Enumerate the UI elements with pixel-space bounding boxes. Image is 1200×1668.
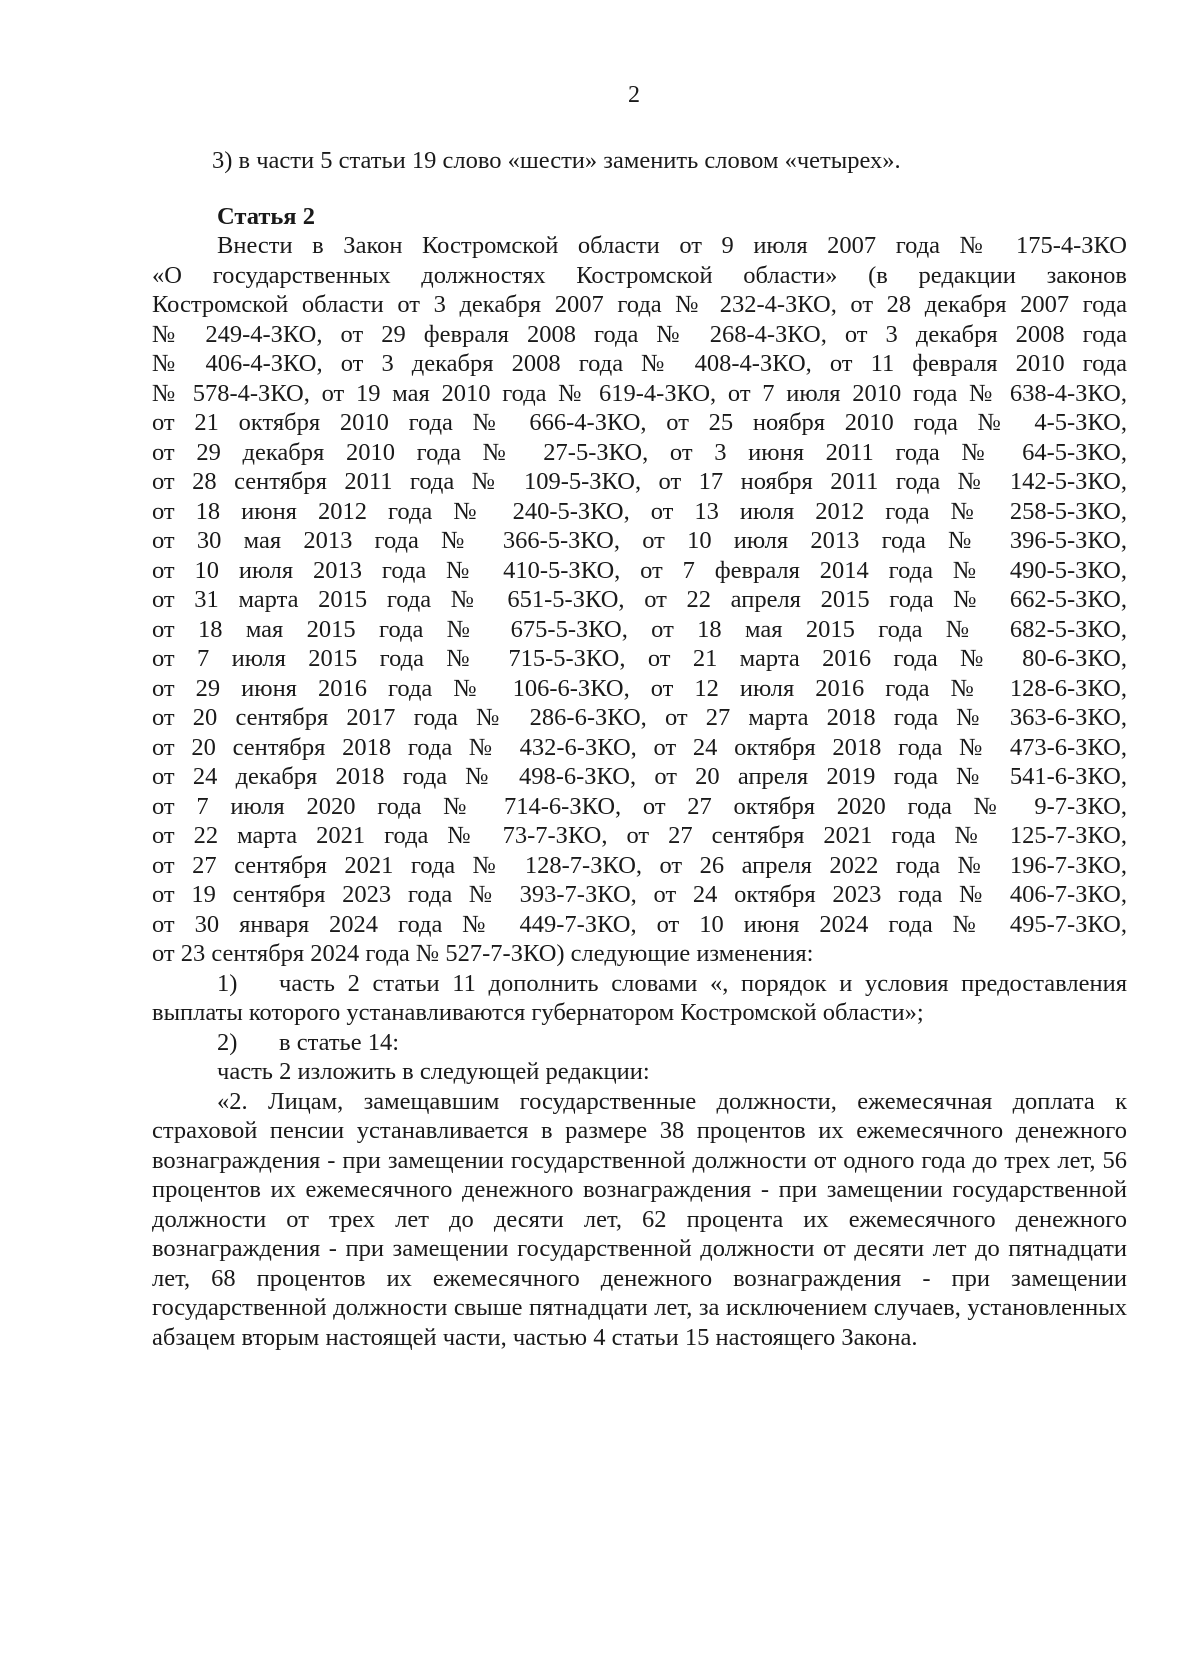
item-text: часть 2 статьи 11 дополнить словами «, порядок и условия предоставления выплаты которого устанавливаются губернатором Костромской области»; — [152, 969, 1127, 1026]
article-line: от 28 сентября 2011 года № 109-5-ЗКО, от 17 ноября 2011 года № 142-5-ЗКО, — [152, 468, 1127, 495]
article-heading: Статья 2 — [217, 202, 315, 230]
article-line: № 578-4-ЗКО, от 19 мая 2010 года № 619-4-ЗКО, от 7 июля 2010 года № 638-4-ЗКО, — [152, 379, 1127, 407]
article-line: от 18 июня 2012 года № 240-5-ЗКО, от 13 июля 2012 года № 258-5-ЗКО, — [152, 497, 1127, 525]
article-line: от 21 октября 2010 года № 666-4-ЗКО, от 25 ноября 2010 года № 4-5-ЗКО, — [152, 409, 1127, 436]
article-line: от 18 мая 2015 года № 675-5-ЗКО, от 18 мая 2015 года № 682-5-ЗКО, — [152, 615, 1127, 643]
article-line: от 20 сентября 2017 года № 286-6-ЗКО, от 27 марта 2018 года № 363-6-ЗКО, — [152, 704, 1127, 731]
article-line: от 22 марта 2021 года № 73-7-ЗКО, от 27 сентября 2021 года № 125-7-ЗКО, — [152, 822, 1127, 849]
article-line: от 20 сентября 2018 года № 432-6-ЗКО, от 24 октября 2018 года № 473-6-ЗКО, — [152, 733, 1127, 761]
article-line: «О государственных должностях Костромской области» (в редакции законов — [152, 261, 1127, 289]
amendment-item-2 — [152, 1028, 1127, 1058]
article-line: Костромской области от 3 декабря 2007 года № 232-4-ЗКО, от 28 декабря 2007 года — [152, 291, 1127, 318]
article-line: от 19 сентября 2023 года № 393-7-ЗКО, от 24 октября 2023 года № 406-7-ЗКО, — [152, 881, 1127, 908]
part-2-intro: часть 2 изложить в следующей редакции: — [217, 1058, 650, 1085]
article-intro-paragraph — [152, 231, 1127, 969]
article-line: от 10 июля 2013 года № 410-5-ЗКО, от 7 февраля 2014 года № 490-5-ЗКО, — [152, 556, 1127, 584]
article-line: от 29 декабря 2010 года № 27-5-ЗКО, от 3 июня 2011 года № 64-5-ЗКО, — [152, 438, 1127, 466]
article-line: от 7 июля 2015 года № 715-5-ЗКО, от 21 марта 2016 года № 80-6-ЗКО, — [152, 645, 1127, 672]
article-line: Внести в Закон Костромской области от 9 июля 2007 года № 175-4-ЗКО — [217, 232, 1127, 259]
article-line: от 29 июня 2016 года № 106-6-ЗКО, от 12 июля 2016 года № 128-6-ЗКО, — [152, 674, 1127, 702]
article-line: от 23 сентября 2024 года № 527-7-ЗКО) следующие изменения: — [152, 940, 814, 967]
article-line: № 406-4-ЗКО, от 3 декабря 2008 года № 408-4-ЗКО, от 11 февраля 2010 года — [152, 350, 1127, 377]
document-body — [152, 146, 1127, 1352]
item-number: 1) — [217, 969, 238, 997]
part-2-quote: «2. Лицам, замещавшим государственные должности, ежемесячная доплата к страховой пенсии устанавливается в размере 38 процентов их ежемесячного денежного вознаграждения - при замещении государственной должности от одного года до трех лет, 56 процентов их ежемесячного денежного вознаграждения - при замещении государственной должности от трех лет до десяти лет, 62 процента их ежемесячного денежного вознаграждения - при замещении государственной должности от десяти лет до пятнадцати лет, 68 процентов их ежемесячного денежного вознаграждения - при замещении государственной должности свыше пятнадцати лет, за исключением случаев, установленных абзацем вторым настоящей части, частью 4 статьи 15 настоящего Закона. — [152, 1087, 1127, 1351]
amendment-item-1 — [152, 969, 1127, 1028]
article-line: от 24 декабря 2018 года № 498-6-ЗКО, от 20 апреля 2019 года № 541-6-ЗКО, — [152, 763, 1127, 790]
item-number: 2) — [217, 1028, 238, 1056]
article-line: от 30 января 2024 года № 449-7-ЗКО, от 10 июня 2024 года № 495-7-ЗКО, — [152, 910, 1127, 938]
article-line: от 30 мая 2013 года № 366-5-ЗКО, от 10 июля 2013 года № 396-5-ЗКО, — [152, 527, 1127, 554]
page-number: 2 — [628, 82, 640, 108]
article-line: № 249-4-ЗКО, от 29 февраля 2008 года № 268-4-ЗКО, от 3 декабря 2008 года — [152, 320, 1127, 348]
item-text: в статье 14: — [279, 1028, 399, 1056]
article-line: от 31 марта 2015 года № 651-5-ЗКО, от 22 апреля 2015 года № 662-5-ЗКО, — [152, 586, 1127, 613]
article-line: от 27 сентября 2021 года № 128-7-ЗКО, от 26 апреля 2022 года № 196-7-ЗКО, — [152, 851, 1127, 879]
amendment-item-3: 3) в части 5 статьи 19 слово «шести» заменить словом «четырех». — [212, 147, 901, 174]
article-line: от 7 июля 2020 года № 714-6-ЗКО, от 27 октября 2020 года № 9-7-ЗКО, — [152, 792, 1127, 820]
